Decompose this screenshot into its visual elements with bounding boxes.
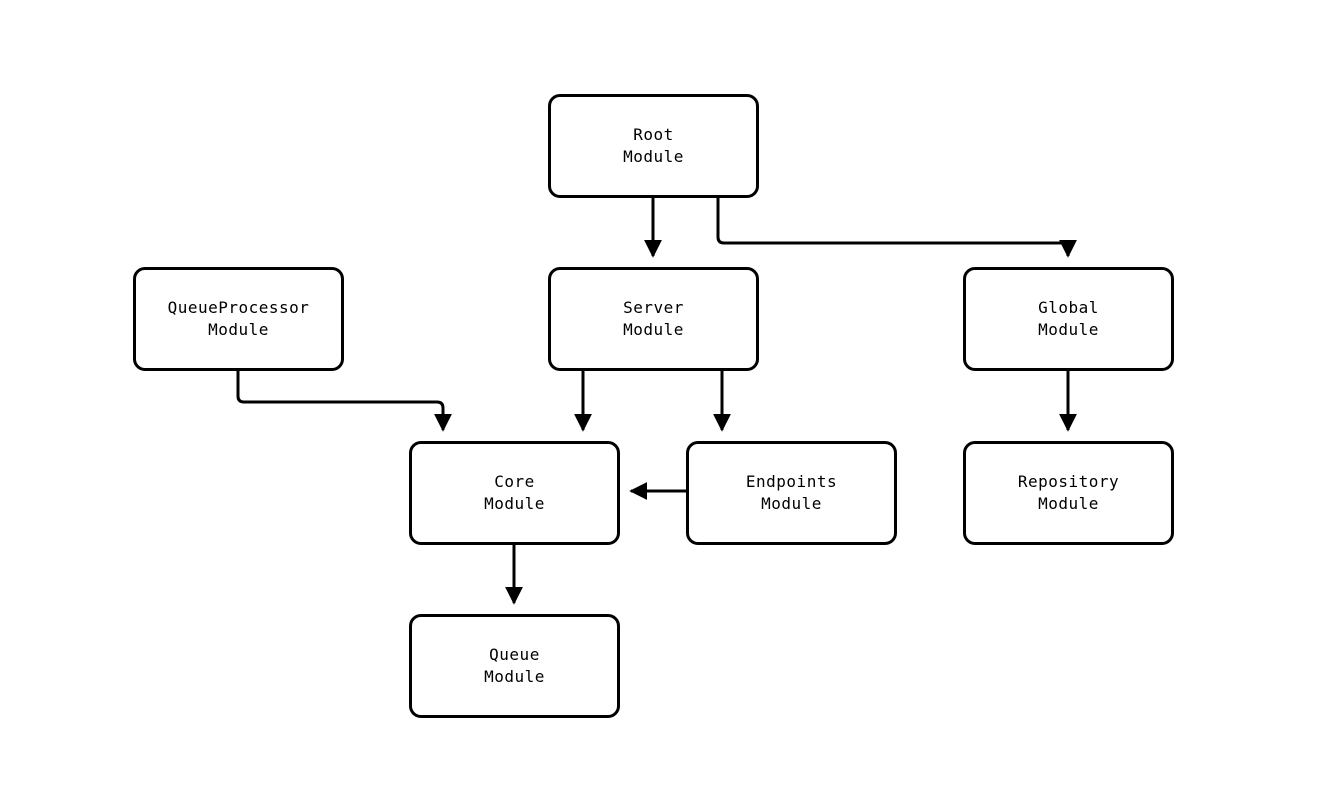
node-root-module-line1: Root	[633, 125, 674, 144]
node-global-module-line1: Global	[1038, 298, 1099, 317]
node-core-module-line2: Module	[484, 494, 545, 513]
node-repository-module[interactable]	[963, 441, 1174, 545]
node-repository-module-line2: Module	[1038, 494, 1099, 513]
node-endpoints-module-line1: Endpoints	[745, 472, 838, 491]
node-queue-module-line1: Queue	[489, 645, 540, 664]
node-queueprocessor-module-line2: Module	[208, 320, 269, 339]
node-root-module-line2: Module	[623, 147, 684, 166]
node-server-module[interactable]	[548, 267, 759, 371]
node-global-module-line2: Module	[1038, 320, 1099, 339]
node-core-module-line1: Core	[494, 472, 535, 491]
node-server-module-line1: Server	[623, 298, 684, 317]
node-core-module[interactable]	[409, 441, 620, 545]
node-endpoints-module[interactable]	[686, 441, 897, 545]
node-queue-module-line2: Module	[484, 667, 545, 686]
edge-root-to-global	[718, 198, 1068, 256]
node-global-module[interactable]	[963, 267, 1174, 371]
node-queueprocessor-module-line1: QueueProcessor	[167, 298, 310, 317]
edge-queueprocessor-to-core	[238, 371, 443, 430]
node-queueprocessor-module[interactable]	[133, 267, 344, 371]
node-endpoints-module-line2: Module	[761, 494, 822, 513]
node-server-module-line2: Module	[623, 320, 684, 339]
node-queue-module[interactable]	[409, 614, 620, 718]
node-root-module[interactable]	[548, 94, 759, 198]
node-repository-module-line1: Repository	[1017, 472, 1120, 491]
